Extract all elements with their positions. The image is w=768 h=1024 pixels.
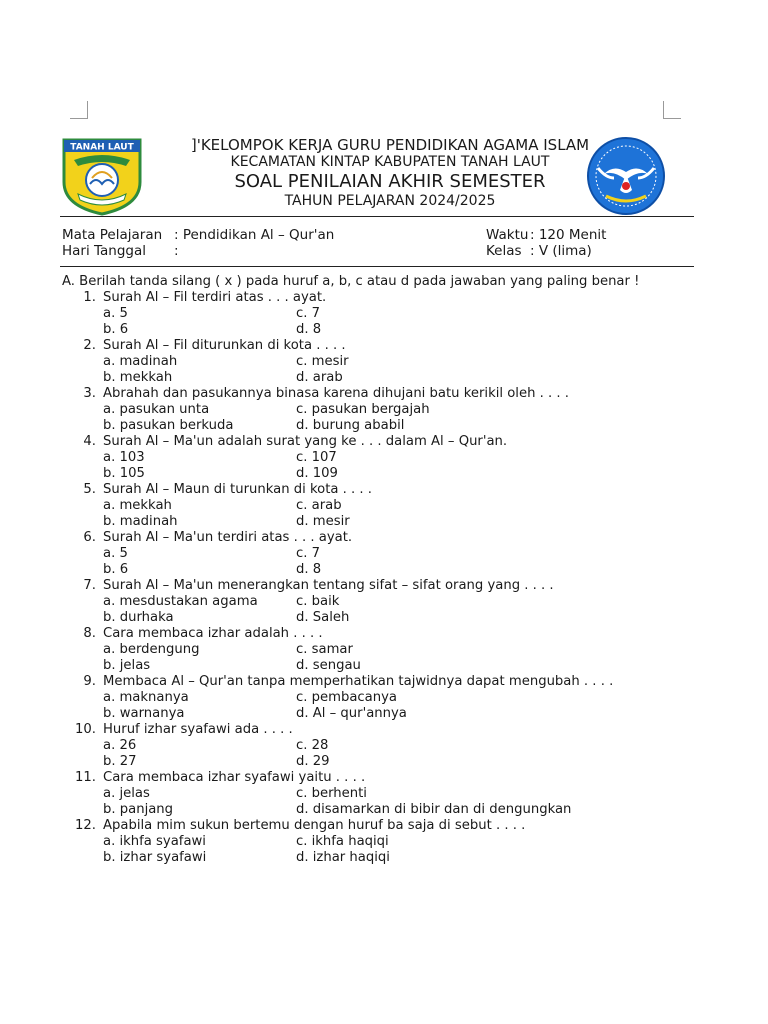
option-c[interactable]: c. samar bbox=[296, 642, 353, 657]
option-a[interactable]: a. 5 bbox=[103, 546, 128, 561]
option-d[interactable]: d. 29 bbox=[296, 754, 330, 769]
option-d[interactable]: d. disamarkan di bibir dan di dengungkan bbox=[296, 802, 572, 817]
question-line bbox=[62, 386, 702, 402]
option-d[interactable]: d. sengau bbox=[296, 658, 361, 673]
instruction: A. Berilah tanda silang ( x ) pada huruf a, b, c atau d pada jawaban yang paling benar ! bbox=[62, 274, 640, 289]
question-text: Cara membaca izhar syafawi yaitu . . . . bbox=[103, 770, 366, 785]
question-item bbox=[62, 482, 702, 530]
option-b[interactable]: b. madinah bbox=[103, 514, 178, 529]
date-label: Hari Tanggal bbox=[62, 243, 147, 259]
option-a[interactable]: a. berdengung bbox=[103, 642, 200, 657]
question-text: Surah Al – Fil terdiri atas . . . ayat. bbox=[103, 290, 327, 305]
time-value: : 120 Menit bbox=[530, 227, 607, 243]
option-row bbox=[62, 610, 702, 626]
option-row bbox=[62, 370, 702, 386]
question-item bbox=[62, 434, 702, 482]
option-row bbox=[62, 402, 702, 418]
crop-mark-right bbox=[663, 101, 664, 118]
option-b[interactable]: b. 27 bbox=[103, 754, 137, 769]
option-b[interactable]: b. jelas bbox=[103, 658, 151, 673]
info-divider bbox=[60, 266, 694, 267]
time-label: Waktu bbox=[486, 227, 529, 243]
question-text: Cara membaca izhar adalah . . . . bbox=[103, 626, 323, 641]
question-line bbox=[62, 626, 702, 642]
option-row bbox=[62, 450, 702, 466]
question-item bbox=[62, 338, 702, 386]
option-row bbox=[62, 418, 702, 434]
option-row bbox=[62, 322, 702, 338]
option-b[interactable]: b. izhar syafawi bbox=[103, 850, 207, 865]
question-number: 11. bbox=[75, 770, 96, 785]
option-row bbox=[62, 850, 702, 866]
question-number: 6. bbox=[83, 530, 96, 545]
option-c[interactable]: c. 7 bbox=[296, 546, 321, 561]
option-d[interactable]: d. 8 bbox=[296, 322, 322, 337]
option-c[interactable]: c. 7 bbox=[296, 306, 321, 321]
option-b[interactable]: b. 6 bbox=[103, 562, 129, 577]
question-number: 7. bbox=[83, 578, 96, 593]
option-c[interactable]: c. mesir bbox=[296, 354, 349, 369]
question-number: 5. bbox=[83, 482, 96, 497]
class-value: : V (lima) bbox=[530, 243, 592, 259]
option-c[interactable]: c. pasukan bergajah bbox=[296, 402, 430, 417]
question-number: 3. bbox=[83, 386, 96, 401]
emblem-banner-text: TANAH LAUT bbox=[70, 142, 134, 153]
option-c[interactable]: c. berhenti bbox=[296, 786, 367, 801]
crop-mark-left bbox=[87, 101, 88, 118]
option-b[interactable]: b. 6 bbox=[103, 322, 129, 337]
option-c[interactable]: c. 107 bbox=[296, 450, 337, 465]
question-number: 4. bbox=[83, 434, 96, 449]
option-c[interactable]: c. pembacanya bbox=[296, 690, 397, 705]
option-row bbox=[62, 498, 702, 514]
option-b[interactable]: b. mekkah bbox=[103, 370, 173, 385]
option-a[interactable]: a. mekkah bbox=[103, 498, 172, 513]
question-number: 12. bbox=[75, 818, 96, 833]
header-divider bbox=[60, 216, 694, 217]
question-item bbox=[62, 626, 702, 674]
option-c[interactable]: c. 28 bbox=[296, 738, 329, 753]
question-line bbox=[62, 818, 702, 834]
option-a[interactable]: a. ikhfa syafawi bbox=[103, 834, 206, 849]
question-text: Surah Al – Maun di turunkan di kota . . . . bbox=[103, 482, 372, 497]
tanah-laut-emblem-icon bbox=[60, 136, 144, 216]
option-b[interactable]: b. warnanya bbox=[103, 706, 185, 721]
question-number: 2. bbox=[83, 338, 96, 353]
question-line bbox=[62, 290, 702, 306]
option-c[interactable]: c. arab bbox=[296, 498, 342, 513]
option-d[interactable]: d. 8 bbox=[296, 562, 322, 577]
question-text: Membaca Al – Qur'an tanpa memperhatikan tajwidnya dapat mengubah . . . . bbox=[103, 674, 614, 689]
question-line bbox=[62, 770, 702, 786]
subject-label: Mata Pelajaran bbox=[62, 227, 163, 243]
option-c[interactable]: c. baik bbox=[296, 594, 340, 609]
option-row bbox=[62, 546, 702, 562]
question-number: 10. bbox=[75, 722, 96, 737]
option-row bbox=[62, 738, 702, 754]
option-a[interactable]: a. madinah bbox=[103, 354, 178, 369]
question-line bbox=[62, 482, 702, 498]
option-b[interactable]: b. 105 bbox=[103, 466, 145, 481]
option-a[interactable]: a. 5 bbox=[103, 306, 128, 321]
option-b[interactable]: b. pasukan berkuda bbox=[103, 418, 234, 433]
option-d[interactable]: d. 109 bbox=[296, 466, 338, 481]
option-row bbox=[62, 354, 702, 370]
question-item bbox=[62, 722, 702, 770]
question-text: Huruf izhar syafawi ada . . . . bbox=[103, 722, 293, 737]
question-text: Apabila mim sukun bertemu dengan huruf ba saja di sebut . . . . bbox=[103, 818, 526, 833]
option-a[interactable]: a. 103 bbox=[103, 450, 145, 465]
district-line: KECAMATAN KINTAP KABUPATEN TANAH LAUT bbox=[230, 154, 550, 170]
option-row bbox=[62, 562, 702, 578]
option-d[interactable]: d. arab bbox=[296, 370, 343, 385]
exam-title: SOAL PENILAIAN AKHIR SEMESTER bbox=[234, 171, 546, 192]
question-line bbox=[62, 578, 702, 594]
option-d[interactable]: d. Al – qur'annya bbox=[296, 706, 407, 721]
option-row bbox=[62, 754, 702, 770]
option-d[interactable]: d. burung ababil bbox=[296, 418, 405, 433]
option-d[interactable]: d. izhar haqiqi bbox=[296, 850, 390, 865]
option-b[interactable]: b. panjang bbox=[103, 802, 174, 817]
question-text: Surah Al – Ma'un terdiri atas . . . ayat. bbox=[103, 530, 353, 545]
option-row bbox=[62, 834, 702, 850]
question-number: 8. bbox=[83, 626, 96, 641]
option-a[interactable]: a. pasukan unta bbox=[103, 402, 210, 417]
question-item bbox=[62, 770, 702, 818]
option-row bbox=[62, 466, 702, 482]
question-item bbox=[62, 290, 702, 338]
option-row bbox=[62, 642, 702, 658]
question-line bbox=[62, 530, 702, 546]
question-number: 9. bbox=[83, 674, 96, 689]
option-row bbox=[62, 514, 702, 530]
option-a[interactable]: a. 26 bbox=[103, 738, 137, 753]
question-line bbox=[62, 338, 702, 354]
option-row bbox=[62, 594, 702, 610]
question-item bbox=[62, 386, 702, 434]
option-row bbox=[62, 658, 702, 674]
question-item bbox=[62, 818, 702, 866]
option-a[interactable]: a. jelas bbox=[103, 786, 150, 801]
question-number: 1. bbox=[83, 290, 96, 305]
question-text: Abrahah dan pasukannya binasa karena dihujani batu kerikil oleh . . . . bbox=[103, 386, 569, 401]
question-line bbox=[62, 434, 702, 450]
option-b[interactable]: b. durhaka bbox=[103, 610, 174, 625]
org-line: ]'KELOMPOK KERJA GURU PENDIDIKAN AGAMA ISLAM bbox=[190, 136, 590, 154]
class-label: Kelas bbox=[486, 243, 522, 259]
question-line bbox=[62, 674, 702, 690]
option-row bbox=[62, 306, 702, 322]
question-item bbox=[62, 674, 702, 722]
question-text: Surah Al – Fil diturunkan di kota . . . . bbox=[103, 338, 346, 353]
crop-mark-left-h bbox=[70, 118, 88, 119]
question-item bbox=[62, 530, 702, 578]
year-line: TAHUN PELAJARAN 2024/2025 bbox=[284, 193, 496, 209]
option-row bbox=[62, 802, 702, 818]
date-value: : bbox=[174, 243, 179, 259]
option-d[interactable]: d. Saleh bbox=[296, 610, 350, 625]
option-row bbox=[62, 690, 702, 706]
option-d[interactable]: d. mesir bbox=[296, 514, 350, 529]
option-c[interactable]: c. ikhfa haqiqi bbox=[296, 834, 389, 849]
question-list bbox=[62, 274, 702, 866]
option-row bbox=[62, 706, 702, 722]
option-a[interactable]: a. maknanya bbox=[103, 690, 189, 705]
subject-value: : Pendidikan Al – Qur'an bbox=[174, 227, 335, 243]
question-line bbox=[62, 722, 702, 738]
option-row bbox=[62, 786, 702, 802]
question-text: Surah Al – Ma'un menerangkan tentang sifat – sifat orang yang . . . . bbox=[103, 578, 554, 593]
question-text: Surah Al – Ma'un adalah surat yang ke . . . dalam Al – Qur'an. bbox=[103, 434, 508, 449]
option-a[interactable]: a. mesdustakan agama bbox=[103, 594, 258, 609]
question-item bbox=[62, 578, 702, 626]
crop-mark-right-h bbox=[663, 118, 681, 119]
